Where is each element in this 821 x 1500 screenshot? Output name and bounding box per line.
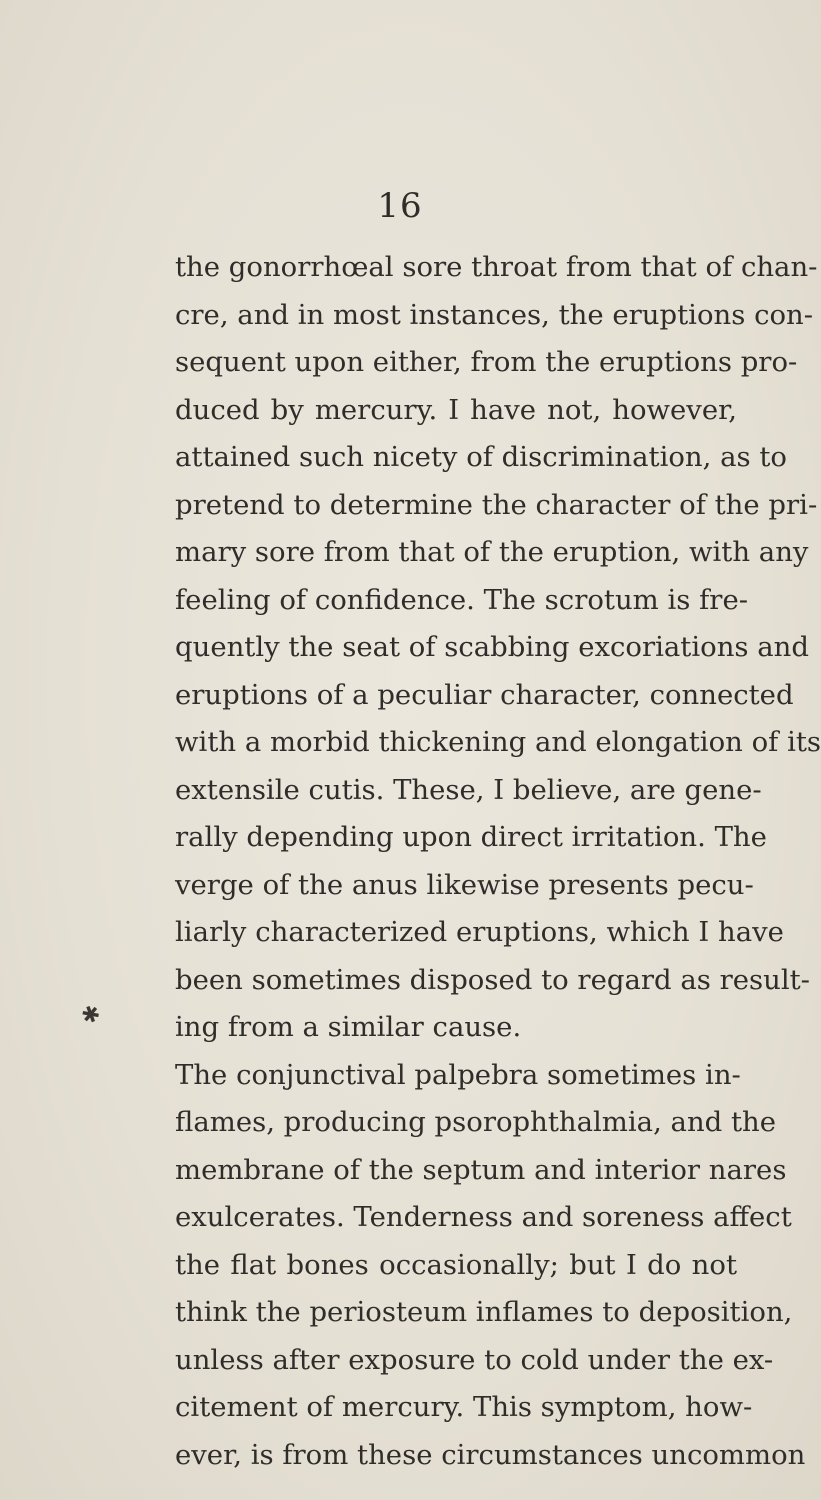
text-line: the flat bones occasionally; but I do not	[175, 1248, 737, 1281]
paragraph-start-line	[175, 1052, 741, 1100]
text-line: membrane of the septum and interior nares	[175, 1153, 787, 1186]
text-line: eruptions of a peculiar character, connected	[175, 678, 794, 711]
text-line: extensile cutis. These, I believe, are gene-	[175, 773, 762, 806]
text-line: citement of mercury. This symptom, how-	[175, 1391, 753, 1423]
text-line: ever, is from these circumstances uncommon	[175, 1438, 806, 1471]
text-line: feeling of confidence. The scrotum is fre-	[175, 583, 749, 616]
text-line: pretend to determine the character of the pri-	[175, 488, 818, 521]
text-line: think the periosteum inflames to deposition,	[175, 1296, 793, 1328]
text-line: mary sore from that of the eruption, with any	[175, 536, 809, 568]
ink-mark-icon: ✱	[78, 1000, 105, 1031]
text-line: exulcerates. Tenderness and soreness affect	[175, 1201, 792, 1233]
text-line: the gonorrhœal sore throat from that of chan-	[175, 251, 818, 283]
text-line: flames, producing psorophthalmia, and the	[175, 1106, 777, 1138]
body-text	[175, 244, 821, 1479]
text-line: ing from a similar cause.	[175, 1011, 522, 1043]
text-line: been sometimes disposed to regard as result-	[175, 963, 810, 996]
text-line: liarly characterized eruptions, which I have	[175, 916, 784, 948]
text-line: quently the seat of scabbing excoriations and	[175, 631, 809, 663]
text-line: rally depending upon direct irritation. The	[175, 821, 767, 853]
text-line: attained such nicety of discrimination, as to	[175, 441, 787, 473]
text-line: duced by mercury. I have not, however,	[175, 393, 737, 426]
text-line: unless after exposure to cold under the ex-	[175, 1343, 774, 1376]
text-line: The conjunctival palpebra sometimes in-	[175, 1058, 741, 1091]
text-line: verge of the anus likewise presents pecu-	[175, 868, 754, 901]
text-line: with a morbid thickening and elongation of its	[175, 726, 821, 758]
text-line: sequent upon either, from the eruptions pro-	[175, 346, 798, 378]
text-line: cre, and in most instances, the eruptions con-	[175, 298, 814, 331]
page-number: 16	[377, 186, 423, 226]
